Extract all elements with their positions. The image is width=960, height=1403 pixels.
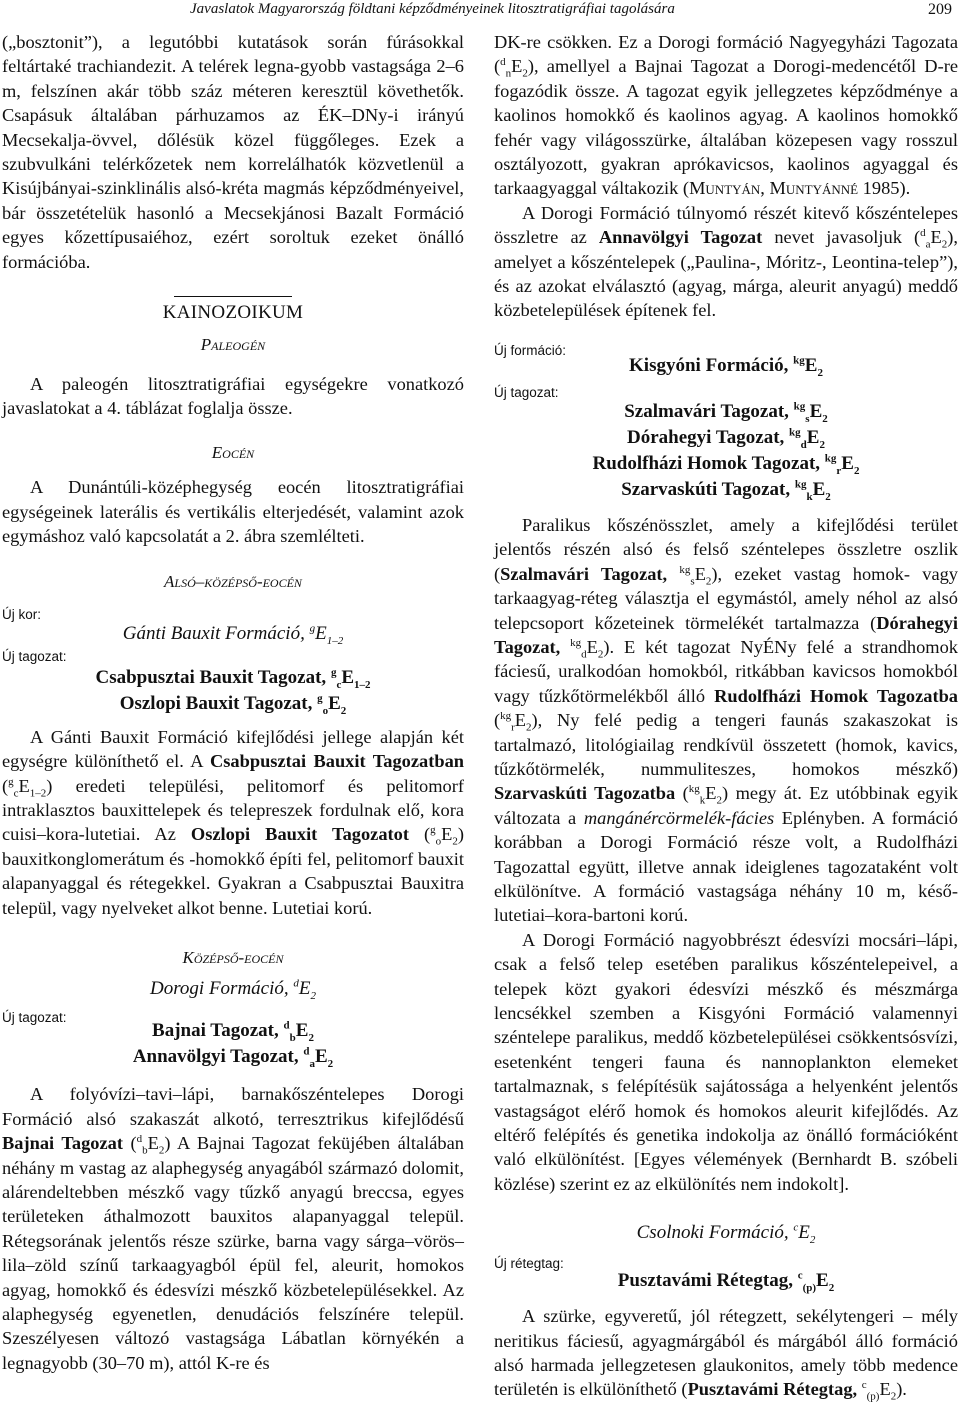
unit-block: [2, 1002, 464, 1026]
unit-block: [494, 1246, 958, 1272]
heading-rule: [174, 296, 292, 297]
page-header: [0, 0, 960, 22]
paragraph: A szürke, egyveretű, jól rétegzett, sekélytengeri – mély neritikus fáciesű, agyagmárgából és márgából álló formáció alsó harmada jellegzetesen glaukonitos, amely több medence területén is elkülöníthető (Pusztavámi Rétegtag, $^c_{(p)}E_2$).: [494, 1306, 958, 1403]
paragraph: („bosztonit”), a legutóbbi kutatások során fúrásokkal feltártaké trachiandezit. A telérek legna-gyobb vastagsága 2–6 m, felszínen akár több száz méteren keresztül követhetők. Csapásuk általában párhuzamos az ÉK–DNy-i irányú Mecsekalja-övvel, dőlésük közel függőleges. Ezek a szubvulkáni telérkőzetek nem korrelálhatók közvetlenül a Kisújbányai-szinklinális alsó-kréta magmás képződményeivel, bár összetételük hasonló a Mecsekjánosi Bazalt Formáció egyes kőzettípusaiéhoz, ezért soroltuk ezeket önálló formációba.: [2, 32, 464, 272]
formation-name: Dorogi Formáció, $^dE_2$: [150, 978, 316, 1003]
era-heading: KAINOZOIKUM: [162, 302, 304, 324]
page-number: 209: [928, 1, 952, 18]
paragraph: Paralikus kőszénösszlet, amely a kifejlődési terület jelentős részén alsó és felső széntelepes összletre oszlik (Szalmavári Tagozat, $^{kg}_sE_2$), ezeket vastag homok- vagy tarkaagyag-réteg választja el egymástól, amely néhol az alsó telepcsoport kőzeteinek törmelékét tartalmazza (Dórahegyi Tagozat, $^{kg}_dE_2$). E két tagozat NyÉNy felé a strandhomok fáciesű, uralkodóan homokból, ritkábban kavicsos homokból vagy tűzkőtörmelékből álló Rudolfházi Homok Tagozatba $(^{kg}_rE_2)$, Ny felé pedig a tengeri faunás szakaszokat is tartalmazó, litológiailag rendkívül összetett (homok, kavics, tűzkőtörmelék, nummuliteszes, homokos mészkő) Szarvaskúti Tagozatba $(^{kg}_kE_2)$ megy át. Ez utóbbinak egyik változata a mangánércörmelék-fácies Eplényben. A formáció korábban a Dorogi Formáció része volt, a Rudolfházi Tagozattal együtt, illetve annak ideiglenes tagozataként volt elkülönítve. A formáció vastagsága néhány 10 m, késő-lutetiai–kora-bartoni korú.: [494, 514, 958, 926]
formation-name: Csolnoki Formáció, $^cE_2$: [636, 1221, 816, 1247]
paragraph: A Dorogi Formáció nagyobbrészt édesvízi mocsári–lápi, csak a felső telep esetében paralikus kőszéntelepeivel, a telepek közt gyakori édesvízi mészkő és mészmárga lencsékkel szemben a Kisgyóni Formáció valamennyi széntelepe paralikus, meddő közbetelepülései csökkentsósvízi, esetenként tengeri fauna és nannoplankton elemeket tartalmaznak, s felépítésük sajátossága a helyenként jelentős vastagságot elérő homok és homokos aleurit kifejlődés. Az eltérő felépítés és genetika indokolja az önálló formációként való elkülönítést. [Egyes vélemények (Bernhardt B. szóbeli közlése) szerint ez az elkülönítés nem indokolt].: [494, 929, 958, 1194]
paragraph: A Dorogi Formáció túlnyomó részét kitevő kőszéntelepes összletre az Annavölgyi Tagozat nevet javasoljuk $(^d_aE_2)$, amelyet a kőszéntelepek („Paulina-, Móritz-, Leontina-telep”), és az azokat elválasztó (agyag, márga, aleurit anyagú) meddő közbetelepülések építenek fel.: [494, 202, 958, 321]
formation-name: Gánti Bauxit Formáció, $^gE_{1-2}$: [122, 622, 344, 647]
paragraph: A folyóvízi–tavi–lápi, barnakőszéntelepes Dorogi Formáció alsó szakaszát alkotó, terresztrikus kifejlődésű Bajnai Tagozat $(^d_bE_2)$ A Bajnai Tagozat feküjében általában néhány m vastag az alaphegység anyagából származó dolomit, alárendeltebben mészkő vagy tűzkő anyagú breccsa, egyes területeken áthalmozott bauxitos alapanyaggal települ. Rétegsorának jelentős része szürke, barna vagy sárga–vörös–lila–zöld színű tarkaagyagból épül fel, aleurit, homokos agyag, homokkő és édesvízi mészkő közbetelepülésekkel. Az alaphegység egyenetlen, denudációs felszínére települ. Szeszélyesen változó vastagsága Lábatlan környékén a legnagyobb (30–70 m), attól K-re és: [2, 1084, 464, 1373]
bed-name: Pusztavámi Rétegtag, $^c_{(p)}E_2$: [617, 1269, 835, 1295]
label-new-age: Új kor:: [2, 606, 42, 622]
paragraph: A Dunántúli-középhegység eocén litosztratigráfiai egységeinek laterális és vertikális elterjedését, valamint azok egymáshoz való kapcsolatát a 2. ábra szemlélteti.: [2, 477, 464, 546]
running-title: Javaslatok Magyarország földtani képződményeinek litosztratigráfiai tagolására: [190, 1, 675, 17]
label-new-member: Új tagozat:: [2, 648, 67, 664]
paragraph: A Gánti Bauxit Formáció kifejlődési jellege alapján két egységre különíthető el. A Csabpusztai Bauxit Tagozatban $(^g_cE_{1-2})$ eredeti települési, pelitomorf és pelitomorf intraklasztos bauxittelepek és telepreszek fordulnak elő, kora cuisi–kora-lutetiai. Az Oszlopi Bauxit Tagozatot $(^g_oE_2)$ bauxitkonglomerátum és -homokkő építi fel, pelitomorf bauxit alapanyaggal és rétegekkel. Gyakran a Csabpusztai Bauxitra települ, vagy nyelveket alkot benne. Lutetiai korú.: [2, 726, 464, 918]
unit-block: [2, 647, 464, 664]
subheading: Alsó–középső-eocén: [164, 572, 302, 592]
formation-name: Kisgyóni Formáció, $^{kg}E_2$: [629, 354, 823, 379]
right-column: [494, 30, 958, 1402]
unit-block: [494, 339, 958, 357]
label-new-bed: Új rétegtag:: [494, 1256, 564, 1272]
member-name: Szalmavári Tagozat, $^{kg}_sE_2$: [624, 400, 828, 425]
member-name: Csabpusztai Bauxit Tagozat, $^g_cE_{1-2}$: [95, 666, 371, 691]
unit-block: [494, 379, 958, 400]
member-name: Rudolfházi Homok Tagozat, $^{kg}_rE_2$: [592, 452, 860, 477]
period-heading: Paleogén: [200, 335, 266, 355]
unit-block: [2, 601, 464, 631]
member-name: Dórahegyi Tagozat, $^{kg}_dE_2$: [627, 426, 825, 451]
paragraph: A paleogén litosztratigráfiai egységekre vonatkozó javaslatokat a 4. táblázat foglalja össze.: [2, 373, 464, 419]
member-name: Bajnai Tagozat, $^d_bE_2$: [152, 1020, 314, 1045]
left-column: [2, 30, 464, 1375]
subheading: Középső-eocén: [182, 947, 284, 967]
paragraph: DK-re csökken. Ez a Dorogi formáció Nagyegyházi Tagozata $(^d_nE_2)$, amellyel a Bajnai Tagozat a Dorogi-medencétől D-re fogazódik össze. A tagozat egyik jellegzetes képződménye a kaolinos homokkő és kaolinos agyag. A kaolinos homokkő fehér vagy világosszürke, általában közepesen vagy rosszul osztályozott, gyakran aprókavicsos, kaolinos agyaggal és tarkaagyaggal váltakozik (Muntyán, Muntyánné 1985).: [494, 32, 958, 199]
member-name: Annavölgyi Tagozat, $^d_aE_2$: [132, 1046, 334, 1071]
label-new-member: Új tagozat:: [2, 1010, 67, 1026]
epoch-heading: Eocén: [211, 442, 255, 462]
member-name: Szarvaskúti Tagozat, $^{kg}_kE_2$: [621, 478, 831, 503]
label-new-member: Új tagozat:: [494, 384, 559, 400]
member-name: Oszlopi Bauxit Tagozat, $^g_oE_2$: [119, 692, 347, 717]
label-new-formation: Új formáció:: [494, 342, 567, 358]
